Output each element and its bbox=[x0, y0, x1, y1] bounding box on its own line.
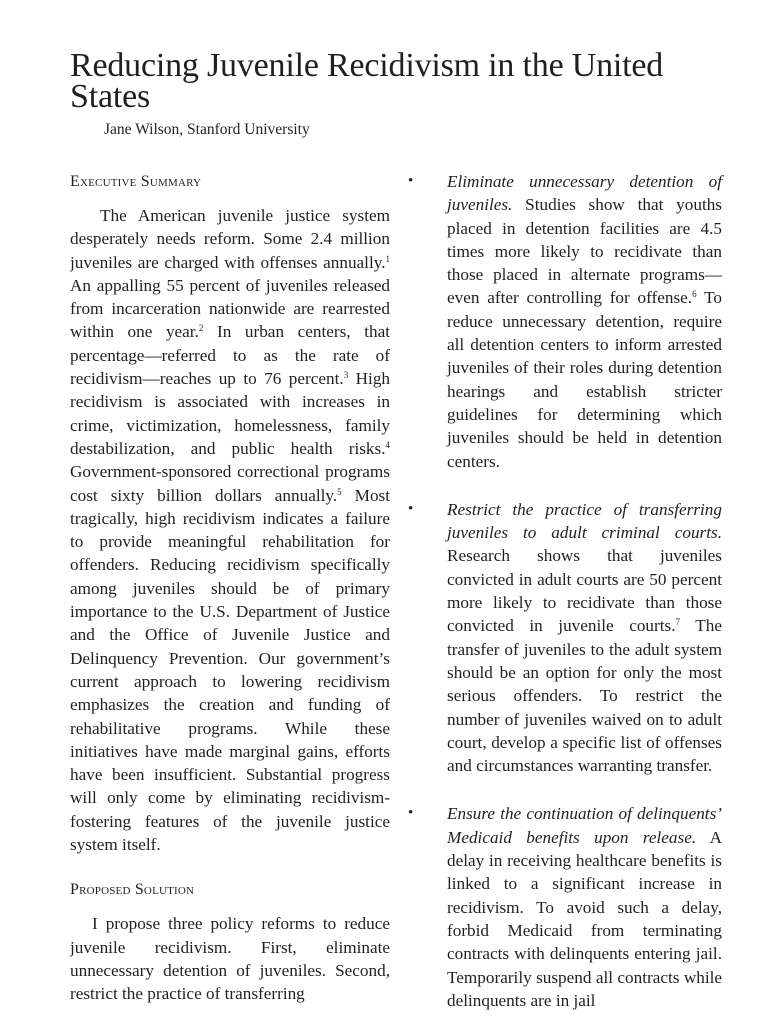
bullet-body-2: To reduce unnecessary detention, require all detention centers to inform arrested juveniles of their roles during detention hearings and establish stricter guidelines for determining which juveniles should be held in detention centers. bbox=[447, 288, 722, 471]
summary-text-4: High recidivism is associated with increases in crime, victimization, homelessness, family destabilization, and public health risks. bbox=[70, 369, 390, 458]
footnote-ref-7: 7 bbox=[675, 617, 681, 628]
bullet-body-1: Research shows that juveniles convicted in adult courts are 50 percent more likely to recidivate than those convicted in juvenile courts. bbox=[447, 546, 722, 636]
footnote-ref-5: 5 bbox=[337, 486, 342, 497]
bullet-body-1: Studies show that youths placed in detention facilities are 4.5 times more likely to recidivate than those placed in alternate programs—even after controlling for offense. bbox=[447, 195, 722, 308]
right-column bbox=[408, 170, 738, 1024]
bullet-lead: Restrict the practice of transferring juveniles to adult criminal courts. bbox=[447, 499, 722, 543]
bullet-text bbox=[447, 498, 722, 778]
proposed-solution-heading: Proposed Solution bbox=[70, 881, 195, 899]
summary-text-5: Government-sponsored correctional programs cost sixty billion dollars annually. bbox=[70, 462, 390, 505]
footnote-ref-6: 6 bbox=[692, 289, 697, 300]
footnote-ref-3: 3 bbox=[343, 370, 349, 381]
bullet-body-1: A delay in receiving healthcare benefits is linked to a significant increase in recidivism. To avoid such a delay, forbid Medicaid from terminating contracts with delinquents entering jail. Temporarily suspend all contracts while delinquents are in jail bbox=[447, 827, 722, 1010]
footnote-ref-2: 2 bbox=[198, 323, 204, 334]
bullet-lead: Eliminate unnecessary detention of juveniles. bbox=[447, 172, 722, 215]
executive-summary-paragraph bbox=[70, 204, 390, 856]
bullet-item-medicaid bbox=[408, 802, 722, 1012]
proposed-solution-paragraph: I propose three policy reforms to reduce juvenile recidivism. First, eliminate unnecessary detention of juveniles. Second, restrict the practice of transferring bbox=[70, 914, 390, 1004]
bullet-text bbox=[447, 802, 722, 1012]
bullet-icon: • bbox=[408, 500, 414, 517]
bullet-text bbox=[447, 170, 722, 473]
bullet-item-detention bbox=[408, 170, 722, 473]
bullet-icon: • bbox=[408, 173, 414, 189]
summary-text-1: The American juvenile justice system desperately needs reform. Some 2.4 million juveniles are charged with offenses annually. bbox=[70, 206, 390, 272]
paper-title: Reducing Juvenile Recidivism in the United States bbox=[70, 47, 664, 115]
bullet-item-transfer bbox=[408, 498, 722, 778]
summary-text-2: An appalling 55 percent of juveniles released from incarceration nationwide are rearrested within one year. bbox=[70, 275, 390, 342]
executive-summary-heading: Executive Summary bbox=[70, 173, 202, 190]
bullet-body-2: The transfer of juveniles to the adult system should be an option for only the most serious offenders. To restrict the number of juveniles waived on to adult court, develop a specific list of offenses and circumstances warranting transfer. bbox=[447, 616, 722, 776]
author-line: Jane Wilson, Stanford University bbox=[104, 121, 310, 138]
footnote-ref-4: 4 bbox=[385, 439, 390, 450]
bullet-lead: Ensure the continuation of delinquents’ Medicaid benefits upon release. bbox=[447, 804, 722, 847]
bullet-icon: • bbox=[408, 805, 414, 822]
footnote-ref-1: 1 bbox=[385, 253, 390, 264]
left-column bbox=[70, 170, 390, 1024]
summary-text-6: Most tragically, high recidivism indicates a failure to provide meaningful rehabilitation for offenders. Reducing recidivism specifically among juveniles should be of primary importance to the U.S. Department of Justice and the Office of Juvenile Justice and Delinquency Prevention. Our government’s current approach to lowering recidivism emphasizes the creation and funding of rehabilitative programs. While these initiatives have made marginal gains, efforts have been insufficient. Substantial progress will only come by eliminating recidivism-fostering features of the juvenile justice system itself. bbox=[70, 485, 390, 855]
summary-text-3: In urban centers, that percentage—referred to as the rate of recidivism—reaches up to 76 percent. bbox=[70, 322, 390, 389]
